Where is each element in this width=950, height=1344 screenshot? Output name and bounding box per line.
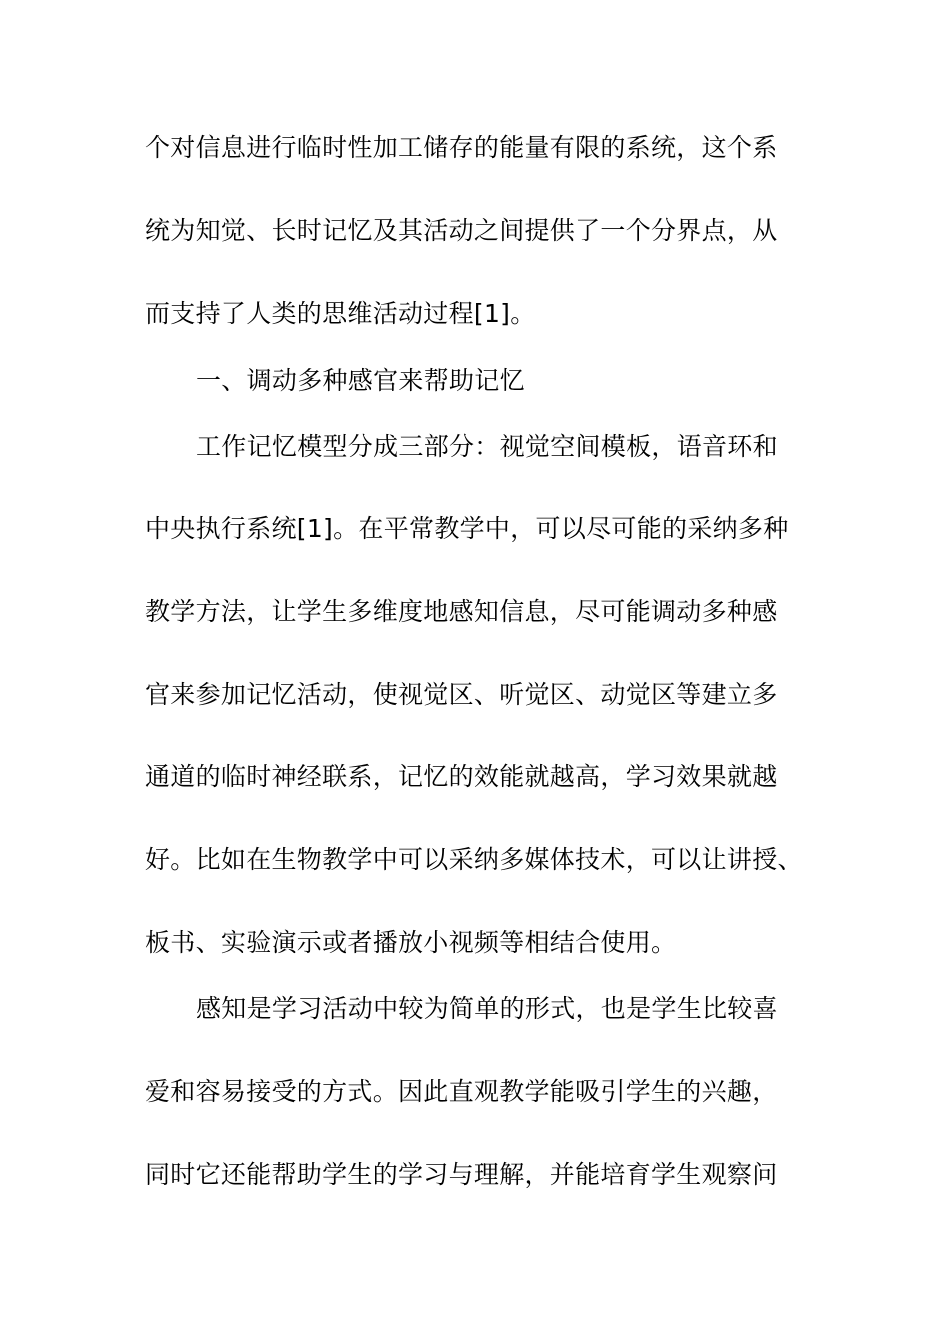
text-line: 通道的临时神经联系，记忆的效能就越高，学习效果就越 xyxy=(145,762,778,791)
text-line: 官来参加记忆活动，使视觉区、听觉区、动觉区等建立多 xyxy=(145,680,778,709)
text-line: 而支持了人类的思维活动过程[1]。 xyxy=(145,299,536,328)
text-line: 板书、实验演示或者播放小视频等相结合使用。 xyxy=(145,928,677,957)
text-line: 好。比如在生物教学中可以采纳多媒体技术，可以让讲授、 xyxy=(145,845,803,874)
text-line: 同时它还能帮助学生的学习与理解，并能培育学生观察问 xyxy=(145,1160,778,1189)
text-line: 爱和容易接受的方式。因此直观教学能吸引学生的兴趣， xyxy=(145,1077,778,1106)
text-line: 感知是学习活动中较为简单的形式，也是学生比较喜 xyxy=(196,994,778,1023)
text-line: 工作记忆模型分成三部分：视觉空间模板，语音环和 xyxy=(196,432,778,461)
text-line: 中央执行系统[1]。在平常教学中，可以尽可能的采纳多种 xyxy=(145,514,789,543)
text-line: 个对信息进行临时性加工储存的能量有限的系统，这个系 xyxy=(145,133,778,162)
text-line: 教学方法，让学生多维度地感知信息，尽可能调动多种感 xyxy=(145,597,778,626)
text-line: 统为知觉、长时记忆及其活动之间提供了一个分界点，从 xyxy=(145,216,778,245)
section-heading: 一、调动多种感官来帮助记忆 xyxy=(196,366,525,395)
